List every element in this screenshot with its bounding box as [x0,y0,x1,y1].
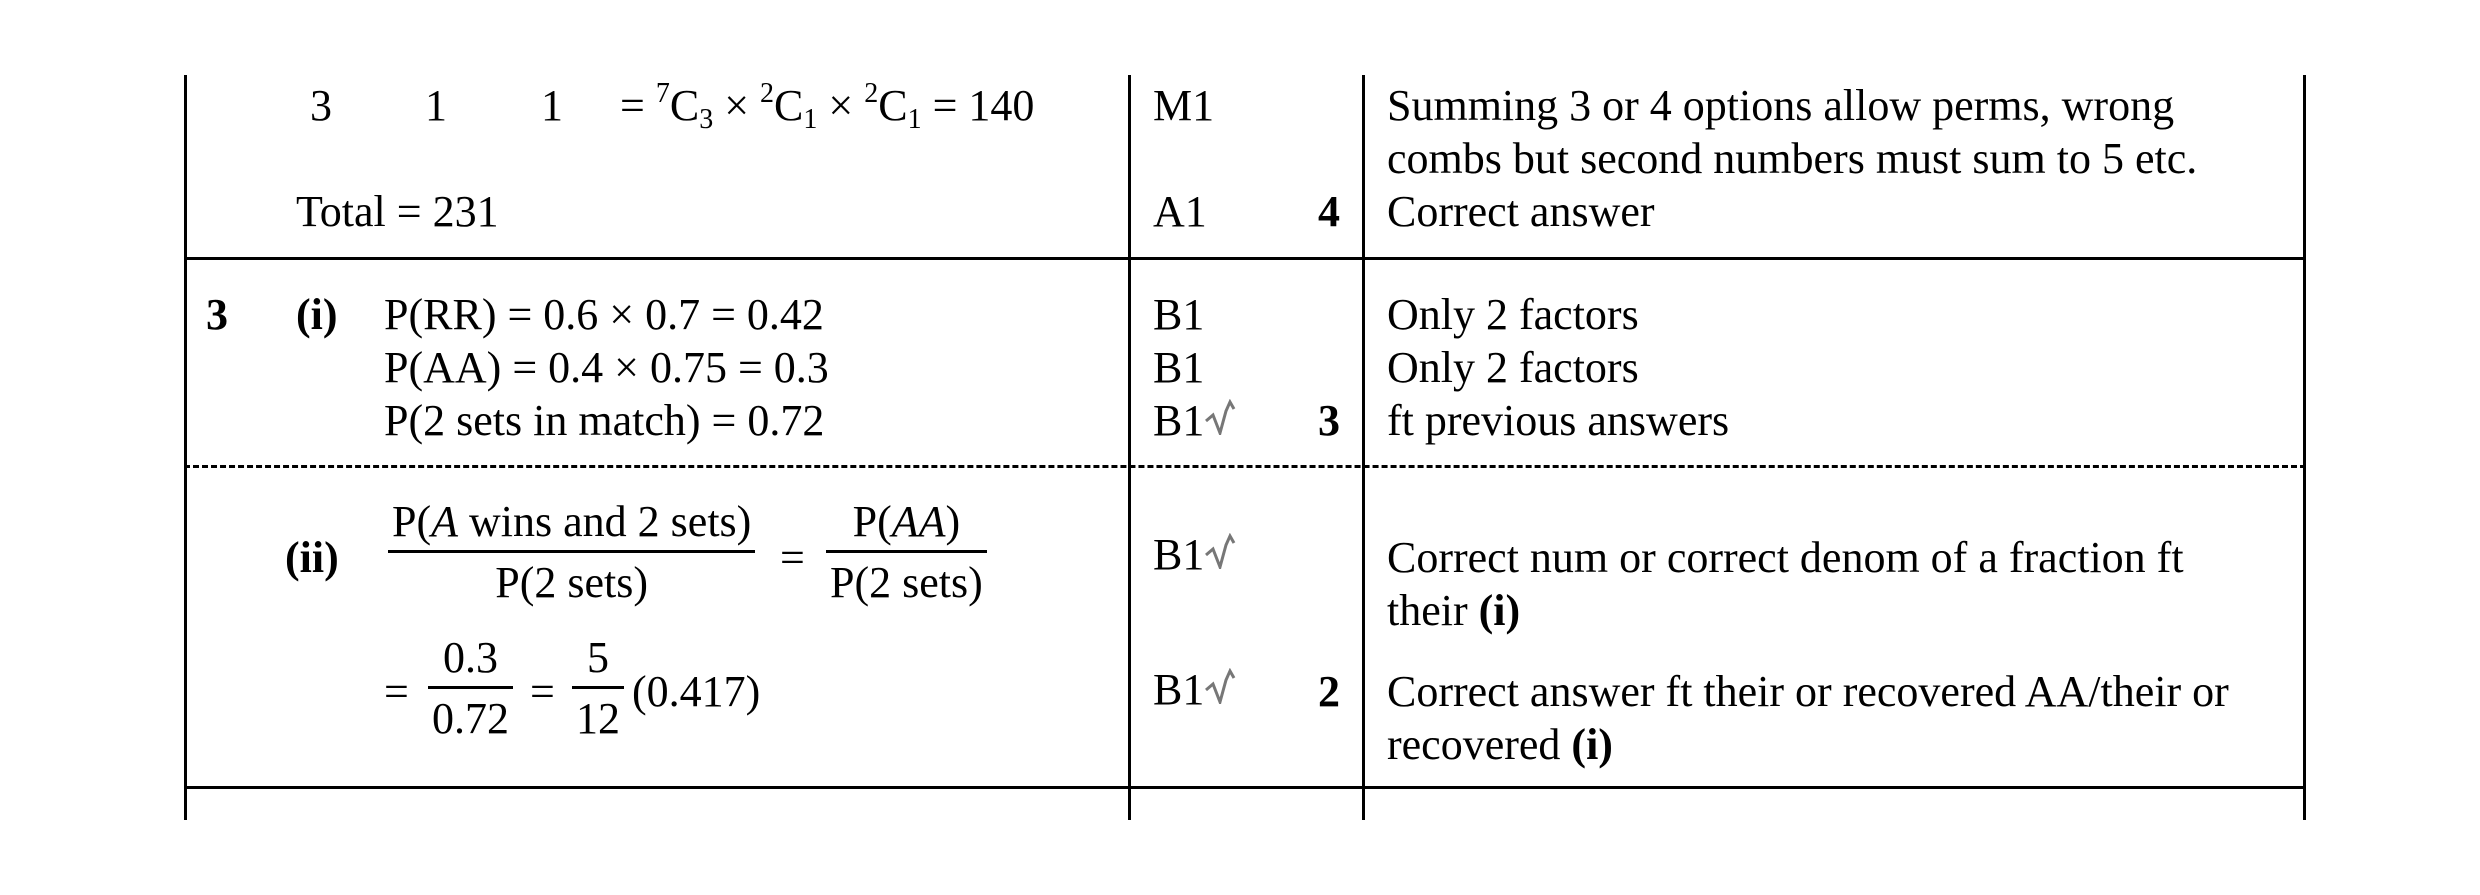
marks-total: 4 [1318,187,1340,236]
row1-col-c: 1 [541,81,563,130]
part-label-ii: (ii) [285,533,339,582]
c-letter: C [878,81,908,130]
decimal-answer: (0.417) [632,667,761,716]
times-sign: × [817,81,865,130]
guidance-line: combs but second numbers must sum to 5 etc. [1387,134,2198,183]
numerator-text: ) [945,497,961,546]
times-sign: × [713,81,761,130]
equals-sign: = [780,533,805,582]
fraction-denominator: P(2 sets) [830,558,983,607]
fraction-numerator: 0.3 [443,633,498,682]
eq-result: = 140 [921,81,1035,130]
question-number: 3 [206,290,228,339]
follow-through-tick-icon [1204,533,1238,577]
guidance-line: Only 2 factors [1387,343,1639,392]
sub-1: 1 [907,104,922,135]
guidance-line: Correct answer [1387,187,1655,236]
mark-b1: B1 [1153,343,1205,392]
total-line: Total = 231 [296,187,499,236]
row-separator-2 [184,786,2306,789]
answer-line: P(RR) = 0.6 × 0.7 = 0.42 [384,290,824,339]
fraction-aa [826,497,987,607]
marks-total: 3 [1318,396,1340,445]
row1-col-b: 1 [425,81,447,130]
divider-mark-guidance [1362,75,1365,820]
answer-line: P(2 sets in match) = 0.72 [384,396,825,445]
follow-through-tick-icon [1204,399,1238,443]
marks-total: 2 [1318,667,1340,716]
left-border [184,75,187,820]
guidance-ref: (i) [1478,586,1521,635]
mark-b1-ft [1153,665,1238,714]
equals-sign: = [384,667,409,716]
guidance-line: Correct answer ft their or recovered AA/their or [1387,667,2229,716]
part-label-i: (i) [296,290,338,339]
fraction-numerator [388,497,755,550]
mark-b1: B1 [1153,290,1205,339]
sup-2: 2 [760,78,775,109]
fraction-decimal [428,633,513,743]
guidance-line: Only 2 factors [1387,290,1639,339]
mark-a1: A1 [1153,187,1207,236]
fraction-denominator: P(2 sets) [495,558,649,607]
combination-expression [620,78,1035,135]
sub-1: 1 [803,104,818,135]
right-border [2303,75,2306,820]
mark-b1: B1 [1153,530,1205,579]
guidance-ref: (i) [1571,720,1613,769]
c-letter: C [669,81,700,130]
guidance-text: their [1387,586,1479,635]
equals-sign: = [530,667,555,716]
mark-b1: B1 [1153,396,1205,445]
mark-m1: M1 [1153,81,1215,130]
row-separator-1 [184,257,2306,260]
numerator-text: P( [392,497,432,546]
numerator-italic: AA [891,497,946,546]
follow-through-tick-icon [1204,668,1238,712]
dashed-separator [184,465,2306,468]
sup-7: 7 [655,78,670,109]
c-letter: C [774,81,804,130]
numerator-text: wins and 2 sets) [458,497,752,546]
numerator-text: P( [852,497,892,546]
fraction-denominator: 12 [576,694,620,743]
fraction-denominator: 0.72 [432,694,509,743]
guidance-line: Summing 3 or 4 options allow perms, wrong [1387,81,2175,130]
mark-b1: B1 [1153,665,1205,714]
row1-col-a: 3 [310,81,332,130]
numerator-italic: A [431,497,459,546]
mark-b1-ft [1153,530,1238,579]
fraction-conditional [388,497,755,607]
fraction-final [572,633,624,743]
guidance-line: ft previous answers [1387,396,1730,445]
guidance-line [1387,720,1613,769]
fraction-numerator [849,497,965,550]
sup-2: 2 [864,78,879,109]
divider-answer-mark [1128,75,1131,820]
sub-3: 3 [699,104,714,135]
guidance-line [1387,586,1521,635]
eq-prefix: = [620,81,656,130]
fraction-numerator: 5 [587,633,609,682]
answer-line: P(AA) = 0.4 × 0.75 = 0.3 [384,343,829,392]
mark-b1-ft [1153,396,1238,445]
guidance-text: recovered [1387,720,1572,769]
guidance-line: Correct num or correct denom of a fraction ft [1387,533,2184,582]
